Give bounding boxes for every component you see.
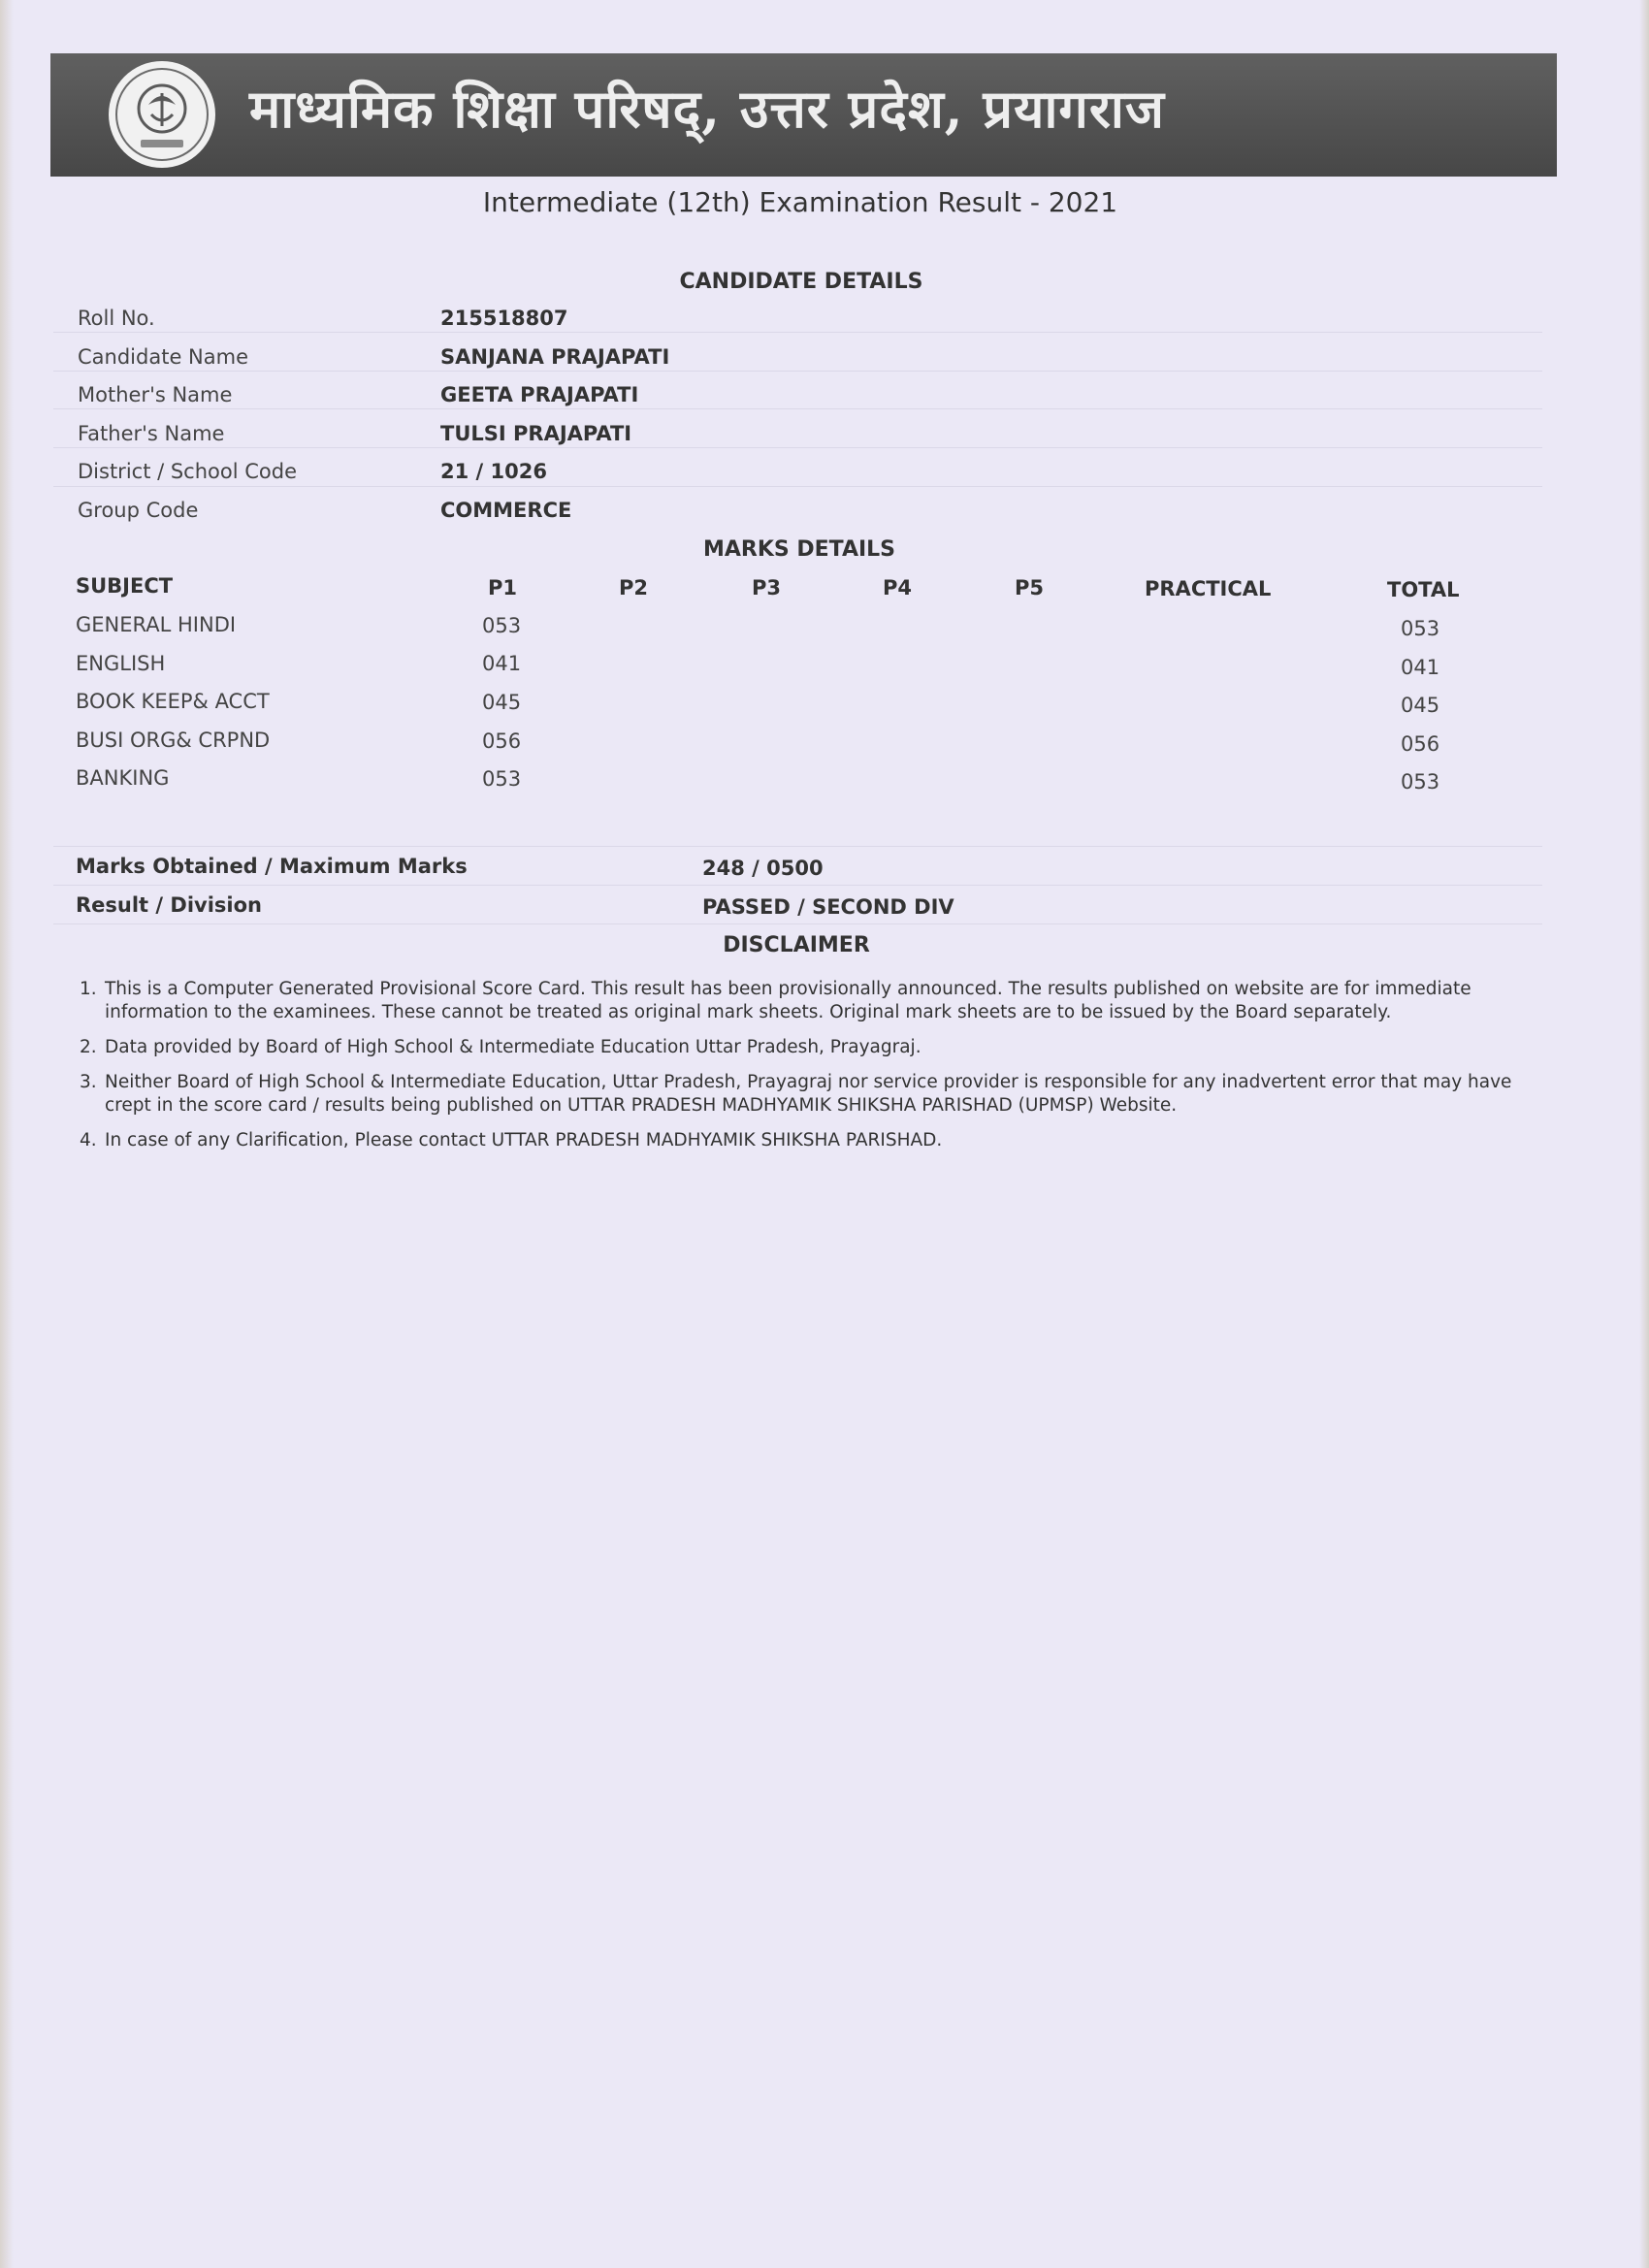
disclaimer-item-text: In case of any Clarification, Please contact UTTAR PRADESH MADHYAMIK SHIKSHA PARISHAD. bbox=[105, 1130, 943, 1150]
disclaimer-item-number: 1. bbox=[80, 979, 97, 999]
up-government-emblem-icon bbox=[106, 58, 218, 171]
divider bbox=[53, 447, 1542, 448]
total-cell: 053 bbox=[1401, 617, 1440, 640]
disclaimer-item-number: 4. bbox=[80, 1130, 97, 1150]
subject-cell: ENGLISH bbox=[76, 652, 166, 675]
disclaimer-item bbox=[80, 1071, 1525, 1118]
p1-cell: 053 bbox=[482, 767, 522, 791]
total-cell: 041 bbox=[1401, 656, 1440, 679]
column-header-p5: P5 bbox=[1015, 576, 1045, 599]
divider bbox=[53, 408, 1542, 409]
group-code-label: Group Code bbox=[78, 499, 199, 522]
father-name-label: Father's Name bbox=[78, 422, 225, 445]
column-header-total: TOTAL bbox=[1387, 578, 1460, 601]
column-header-p2: P2 bbox=[619, 576, 649, 599]
candidate-details-heading: CANDIDATE DETAILS bbox=[679, 270, 923, 294]
divider bbox=[53, 846, 1542, 847]
subject-cell: BOOK KEEP& ACCT bbox=[76, 690, 270, 713]
candidate-name-value: SANJANA PRAJAPATI bbox=[440, 345, 670, 369]
mother-name-label: Mother's Name bbox=[78, 383, 233, 406]
group-code-value: COMMERCE bbox=[440, 499, 572, 522]
divider bbox=[53, 885, 1542, 886]
column-header-p3: P3 bbox=[752, 576, 782, 599]
marks-obtained-label: Marks Obtained / Maximum Marks bbox=[76, 855, 468, 878]
header-band bbox=[50, 53, 1557, 177]
paper-edge-left bbox=[0, 0, 14, 2268]
marks-obtained-value: 248 / 0500 bbox=[702, 857, 824, 880]
column-header-subject: SUBJECT bbox=[76, 574, 174, 598]
district-school-code-value: 21 / 1026 bbox=[440, 460, 547, 483]
subject-cell: BANKING bbox=[76, 766, 170, 790]
district-school-code-label: District / School Code bbox=[78, 460, 298, 483]
disclaimer-item bbox=[80, 978, 1525, 1024]
total-cell: 056 bbox=[1401, 732, 1440, 756]
p1-cell: 045 bbox=[482, 691, 522, 714]
marks-details-heading: MARKS DETAILS bbox=[702, 537, 896, 562]
result-division-label: Result / Division bbox=[76, 893, 262, 917]
column-header-p1: P1 bbox=[488, 576, 518, 599]
total-cell: 045 bbox=[1401, 694, 1440, 717]
divider bbox=[53, 332, 1542, 333]
p1-cell: 053 bbox=[482, 614, 522, 637]
disclaimer-item bbox=[80, 1129, 1525, 1152]
candidate-name-label: Candidate Name bbox=[78, 345, 248, 369]
mother-name-value: GEETA PRAJAPATI bbox=[440, 383, 639, 406]
father-name-value: TULSI PRAJAPATI bbox=[440, 422, 632, 445]
disclaimer-list bbox=[80, 978, 1525, 1164]
divider bbox=[53, 923, 1542, 924]
disclaimer-item bbox=[80, 1036, 1525, 1059]
total-cell: 053 bbox=[1401, 770, 1440, 794]
exam-title: Intermediate (12th) Examination Result - 2021 bbox=[482, 186, 1118, 218]
disclaimer-heading: DISCLAIMER bbox=[723, 933, 870, 957]
column-header-practical: PRACTICAL bbox=[1145, 577, 1272, 600]
result-division-value: PASSED / SECOND DIV bbox=[702, 895, 954, 919]
disclaimer-item-text: This is a Computer Generated Provisional Score Card. This result has been provisionally announced. The results published on website are for immediate information to the examinees. These cannot be treated as original mark sheets. Original mark sheets are to be issued by the Board separately. bbox=[105, 979, 1471, 1022]
subject-cell: BUSI ORG& CRPND bbox=[76, 729, 271, 752]
disclaimer-item-number: 2. bbox=[80, 1037, 97, 1057]
divider bbox=[53, 486, 1542, 487]
disclaimer-item-text: Neither Board of High School & Intermediate Education, Uttar Pradesh, Prayagraj nor service provider is responsible for any inadvertent error that may have crept in the score card / results being published on UTTAR PRADESH MADHYAMIK SHIKSHA PARISHAD (UPMSP) Website. bbox=[105, 1072, 1512, 1116]
p1-cell: 041 bbox=[482, 652, 522, 675]
column-header-p4: P4 bbox=[883, 576, 913, 599]
roll-no-label: Roll No. bbox=[78, 307, 155, 330]
divider bbox=[53, 371, 1542, 372]
paper-edge-right bbox=[1639, 0, 1649, 2268]
disclaimer-item-text: Data provided by Board of High School & Intermediate Education Uttar Pradesh, Prayagraj. bbox=[105, 1037, 922, 1057]
board-name-title: माध्यमिक शिक्षा परिषद्, उत्तर प्रदेश, प्रयागराज bbox=[249, 78, 1165, 140]
roll-no-value: 215518807 bbox=[440, 307, 568, 330]
subject-cell: GENERAL HINDI bbox=[76, 613, 237, 636]
disclaimer-item-number: 3. bbox=[80, 1072, 97, 1092]
p1-cell: 056 bbox=[482, 729, 522, 753]
